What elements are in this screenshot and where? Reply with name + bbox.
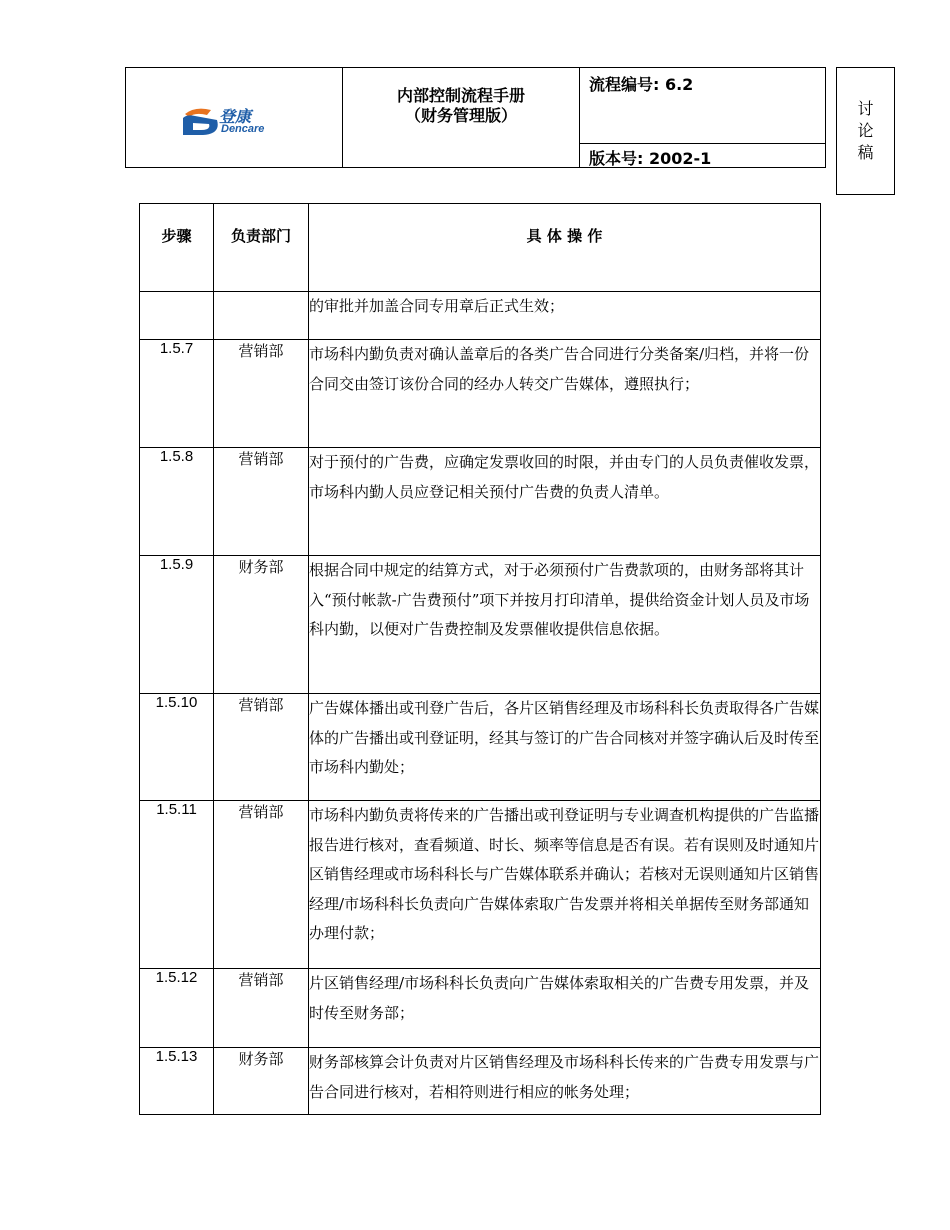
department (214, 292, 309, 340)
table-row (140, 292, 821, 340)
department: 营销部 (214, 694, 309, 801)
table-row (140, 340, 821, 448)
manual-title-line2: （财务管理版） (404, 106, 517, 125)
draft-char-3: 稿 (857, 143, 874, 162)
header-dept: 负责部门 (214, 204, 309, 292)
title-cell (342, 67, 580, 168)
operation-text: 片区销售经理/市场科科长负责向广告媒体索取相关的广告费专用发票，并及时传至财务部； (309, 969, 821, 1048)
procedure-table (139, 203, 821, 1115)
operation-text: 市场科内勤负责对确认盖章后的各类广告合同进行分类备案/归档，并将一份合同交由签订该份合同的经办人转交广告媒体，遵照执行； (309, 340, 821, 448)
step-number (140, 292, 214, 340)
step-number: 1.5.10 (140, 694, 214, 801)
operation-text: 根据合同中规定的结算方式，对于必须预付广告费款项的，由财务部将其计入“预付帐款-广告费预付”项下并按月打印清单，提供给资金计划人员及市场科内勤，以便对广告费控制及发票催收提供信息依据。 (309, 556, 821, 694)
step-number: 1.5.8 (140, 448, 214, 556)
header-step: 步骤 (140, 204, 214, 292)
step-number: 1.5.11 (140, 801, 214, 969)
step-number: 1.5.9 (140, 556, 214, 694)
version-number: 版本号: 2002-1 (589, 149, 712, 168)
manual-title (343, 86, 579, 126)
table-row (140, 1048, 821, 1115)
draft-char-2: 论 (857, 121, 874, 140)
operation-text: 对于预付的广告费，应确定发票收回的时限，并由专门的人员负责催收发票，市场科内勤人员应登记相关预付广告费的负责人清单。 (309, 448, 821, 556)
department: 财务部 (214, 1048, 309, 1115)
step-number: 1.5.13 (140, 1048, 214, 1115)
step-number: 1.5.12 (140, 969, 214, 1048)
table-header-row (140, 204, 821, 292)
version-cell (579, 143, 826, 168)
header-operation: 具 体 操 作 (309, 204, 821, 292)
table-row (140, 694, 821, 801)
process-number: 流程编号: 6.2 (589, 75, 694, 94)
operation-text: 财务部核算会计负责对片区销售经理及市场科科长传来的广告费专用发票与广告合同进行核对，若相符则进行相应的帐务处理； (309, 1048, 821, 1115)
table-row (140, 556, 821, 694)
logo-text-cn: 登康 (219, 107, 252, 126)
process-number-cell (579, 67, 826, 144)
department: 营销部 (214, 448, 309, 556)
table-row (140, 969, 821, 1048)
company-logo (181, 104, 281, 138)
logo-mark-icon (181, 104, 221, 138)
table-row (140, 801, 821, 969)
logo-text-en: Dencare (221, 123, 265, 135)
department: 财务部 (214, 556, 309, 694)
department: 营销部 (214, 340, 309, 448)
operation-text: 广告媒体播出或刊登广告后，各片区销售经理及市场科科长负责取得各广告媒体的广告播出或刊登证明，经其与签订的广告合同核对并签字确认后及时传至市场科内勤处； (309, 694, 821, 801)
draft-char-1: 讨 (857, 99, 874, 118)
operation-text: 市场科内勤负责将传来的广告播出或刊登证明与专业调查机构提供的广告监播报告进行核对，查看频道、时长、频率等信息是否有误。若有误则及时通知片区销售经理或市场科科长与广告媒体联系并确认；若核对无误则通知片区销售经理/市场科科长负责向广告媒体索取广告发票并将相关单据传至财务部通知办理付款； (309, 801, 821, 969)
draft-stamp (836, 67, 895, 195)
department: 营销部 (214, 801, 309, 969)
manual-title-line1: 内部控制流程手册 (396, 86, 525, 105)
step-number: 1.5.7 (140, 340, 214, 448)
department: 营销部 (214, 969, 309, 1048)
operation-text: 的审批并加盖合同专用章后正式生效； (309, 292, 821, 340)
table-row (140, 448, 821, 556)
logo-cell (125, 67, 343, 168)
